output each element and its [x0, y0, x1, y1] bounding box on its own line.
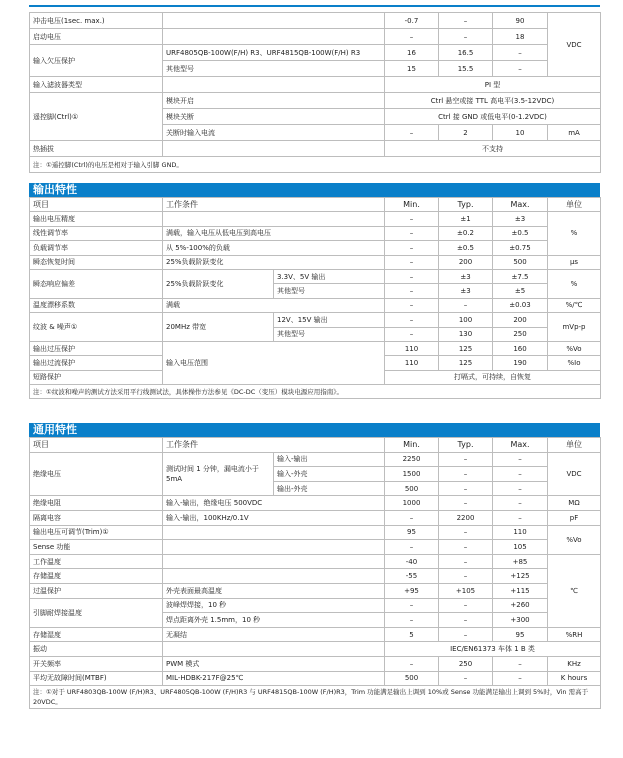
table-cell: ±3 — [439, 284, 493, 298]
table-cell — [163, 13, 385, 29]
table-cell — [163, 141, 385, 157]
table-cell: mVp-p — [548, 313, 601, 342]
table-row — [30, 13, 601, 29]
table-cell: – — [493, 496, 548, 511]
table-cell: 1000 — [385, 496, 439, 511]
table-cell: Min. — [385, 198, 439, 212]
table-cell: 输出电压精度 — [30, 212, 163, 226]
table-cell: 90 — [493, 13, 548, 29]
table-cell: 160 — [493, 341, 548, 355]
table-cell: VDC — [548, 452, 601, 496]
table-cell: 12V、15V 输出 — [274, 313, 385, 327]
table-cell: 单位 — [548, 438, 601, 453]
table-cell: 16 — [385, 45, 439, 61]
table-note-row — [30, 385, 601, 399]
table-cell: ±0.75 — [493, 241, 548, 255]
table-cell: 1500 — [385, 467, 439, 482]
table-cell: 瞬态恢复时间 — [30, 255, 163, 269]
table-cell: 隔离电容 — [30, 510, 163, 525]
table-cell: 输入-外壳 — [274, 467, 385, 482]
table-cell: – — [439, 613, 493, 628]
table-cell: 遥控脚(Ctrl)① — [30, 93, 163, 141]
table-cell: – — [385, 656, 439, 671]
table-cell: – — [493, 467, 548, 482]
table-cell: 95 — [493, 627, 548, 642]
table-row — [30, 671, 601, 686]
table-cell: 平均无故障时间(MTBF) — [30, 671, 163, 686]
table-cell: 绝缘电阻 — [30, 496, 163, 511]
table-cell: %Vo — [548, 341, 601, 355]
table-cell — [163, 212, 385, 226]
table-cell: +85 — [493, 554, 548, 569]
table-cell: 2 — [439, 125, 493, 141]
table-cell: 单位 — [548, 198, 601, 212]
table-cell — [163, 29, 385, 45]
table-cell: -40 — [385, 554, 439, 569]
table-cell: 外壳表面最高温度 — [163, 583, 385, 598]
table-cell: 15.5 — [439, 61, 493, 77]
table-cell: – — [493, 452, 548, 467]
table-cell: % — [548, 269, 601, 298]
table-cell: – — [493, 481, 548, 496]
table-cell: 输入滤波器类型 — [30, 77, 163, 93]
table-cell: 过温保护 — [30, 583, 163, 598]
table-cell: – — [385, 212, 439, 226]
table-cell: – — [439, 13, 493, 29]
table-cell: – — [493, 671, 548, 686]
table-row — [30, 510, 601, 525]
table-cell: 200 — [439, 255, 493, 269]
table-cell: 存储温度 — [30, 569, 163, 584]
table-cell: % — [548, 212, 601, 255]
table-cell: ±3 — [439, 269, 493, 283]
table-cell: -0.7 — [385, 13, 439, 29]
table-row — [30, 583, 601, 598]
table-cell: Ctrl 悬空或接 TTL 高电平(3.5-12VDC) — [385, 93, 601, 109]
table-cell — [163, 525, 385, 540]
table-cell: – — [493, 45, 548, 61]
table-cell: ±1 — [439, 212, 493, 226]
table-cell: 工作条件 — [163, 438, 385, 453]
table-cell: – — [439, 525, 493, 540]
table-cell: ℃ — [548, 554, 601, 627]
table-cell: 工作条件 — [163, 198, 385, 212]
table-cell: 测试时间 1 分钟，漏电流小于 5mA — [163, 452, 274, 496]
table-row — [30, 141, 601, 157]
table-cell: 3.3V、5V 输出 — [274, 269, 385, 283]
table-cell: 190 — [493, 356, 548, 370]
table-cell: – — [385, 241, 439, 255]
table-cell: 热插拔 — [30, 141, 163, 157]
table-cell: 负载调节率 — [30, 241, 163, 255]
input-characteristics-block — [29, 12, 600, 173]
table-row — [30, 255, 601, 269]
table-cell: ±0.03 — [493, 298, 548, 312]
table-cell: ±0.2 — [439, 226, 493, 240]
table-row — [30, 525, 601, 540]
table-cell: 启动电压 — [30, 29, 163, 45]
table-row — [30, 226, 601, 240]
table-header-row — [30, 198, 601, 212]
table-cell: VDC — [548, 13, 601, 77]
table-row — [30, 496, 601, 511]
table-cell: 500 — [385, 671, 439, 686]
output-characteristics-block — [29, 183, 600, 399]
table-cell: Ctrl 接 GND 或低电平(0-1.2VDC) — [385, 109, 601, 125]
table-cell: 2200 — [439, 510, 493, 525]
table-cell: 线性调节率 — [30, 226, 163, 240]
table-cell: URF4805QB-100W(F/H) R3、URF4815QB-100W(F/H) R3 — [163, 45, 385, 61]
table-row — [30, 29, 601, 45]
table-cell: ±5 — [493, 284, 548, 298]
table-cell: 满载，输入电压从低电压到高电压 — [163, 226, 385, 240]
table-cell: 16.5 — [439, 45, 493, 61]
table-row — [30, 212, 601, 226]
table-cell: – — [385, 598, 439, 613]
table-cell: 110 — [385, 341, 439, 355]
table-cell — [163, 569, 385, 584]
table-cell: mA — [548, 125, 601, 141]
table-cell: 500 — [493, 255, 548, 269]
table-cell: 开关频率 — [30, 656, 163, 671]
table-cell: 25%负载阶跃变化 — [163, 269, 274, 298]
table-cell: 从 5%-100%的负载 — [163, 241, 385, 255]
table-cell: +260 — [493, 598, 548, 613]
general-characteristics-block — [29, 423, 600, 709]
table-cell: – — [439, 627, 493, 642]
table-row — [30, 627, 601, 642]
table-cell: Typ. — [439, 438, 493, 453]
table-cell: – — [439, 671, 493, 686]
table-cell: – — [385, 284, 439, 298]
table-cell: Max. — [493, 198, 548, 212]
table-cell: PWM 模式 — [163, 656, 385, 671]
table-cell: – — [385, 269, 439, 283]
table-cell: pF — [548, 510, 601, 525]
table-cell: 满载 — [163, 298, 385, 312]
table-cell: 短路保护 — [30, 370, 163, 384]
section-title: 输出特性 — [29, 183, 600, 197]
table-cell: 250 — [439, 656, 493, 671]
table-cell: K hours — [548, 671, 601, 686]
table-cell: – — [439, 569, 493, 584]
table-cell: 输出-外壳 — [274, 481, 385, 496]
table-cell: – — [385, 613, 439, 628]
table-cell: %/℃ — [548, 298, 601, 312]
table-cell: 输入欠压保护 — [30, 45, 163, 77]
table-cell: 不支持 — [385, 141, 601, 157]
table-cell: 焊点距离外壳 1.5mm，10 秒 — [163, 613, 385, 628]
table-cell: ±0.5 — [493, 226, 548, 240]
table-cell: ±3 — [493, 212, 548, 226]
table-cell: 110 — [493, 525, 548, 540]
table-cell: Typ. — [439, 198, 493, 212]
table-row — [30, 269, 601, 283]
table-row — [30, 93, 601, 109]
table-cell: 2250 — [385, 452, 439, 467]
table-cell: 10 — [493, 125, 548, 141]
table-cell: – — [439, 452, 493, 467]
table-cell: 500 — [385, 481, 439, 496]
table-cell: 冲击电压(1sec. max.) — [30, 13, 163, 29]
table-cell — [163, 642, 385, 657]
table-cell: Max. — [493, 438, 548, 453]
table-cell: 关断时输入电流 — [163, 125, 385, 141]
table-cell: 5 — [385, 627, 439, 642]
table-cell: -55 — [385, 569, 439, 584]
table-cell: IEC/EN61373 车体 1 B 类 — [385, 642, 601, 657]
table-row — [30, 45, 601, 61]
table-row — [30, 569, 601, 584]
table-cell: +125 — [493, 569, 548, 584]
table-cell: 105 — [493, 540, 548, 555]
table-cell: 波峰焊焊接，10 秒 — [163, 598, 385, 613]
table-cell: – — [385, 313, 439, 327]
table-cell — [163, 554, 385, 569]
table-cell: 130 — [439, 327, 493, 341]
table-cell: – — [385, 327, 439, 341]
table-cell: – — [493, 61, 548, 77]
table-cell: %RH — [548, 627, 601, 642]
table-cell: 其他型号 — [274, 284, 385, 298]
table-note: 注：①对于 URF4803QB-100W (F/H)R3、URF4805QB-100W (F/H)R3 与 URF4815QB-100W (F/H)R3，Trim 功能满足输出上调到 10%或 Sense 功能满足输出上调到 5%时，Vin 需高于 20VDC。 — [30, 686, 601, 709]
table-cell: 200 — [493, 313, 548, 327]
table-cell: – — [385, 226, 439, 240]
table-cell: Min. — [385, 438, 439, 453]
table-row — [30, 598, 601, 613]
table-note: 注：①纹波和噪声的测试方法采用平行线测试法，具体操作方法参见《DC-DC（变压）模块电源应用指南》。 — [30, 385, 601, 399]
table-cell: 15 — [385, 61, 439, 77]
table-cell: 项目 — [30, 198, 163, 212]
table-cell: 输入-输出，绝缘电压 500VDC — [163, 496, 385, 511]
table-row — [30, 452, 601, 467]
table-cell: 输出过压保护 — [30, 341, 163, 355]
table-row — [30, 77, 601, 93]
table-cell: 125 — [439, 356, 493, 370]
table-cell: 输出电压可调节(Trim)① — [30, 525, 163, 540]
table-cell: ±7.5 — [493, 269, 548, 283]
table-cell: 250 — [493, 327, 548, 341]
table-cell: – — [439, 298, 493, 312]
table-cell: – — [385, 255, 439, 269]
table-cell: 100 — [439, 313, 493, 327]
table-cell: – — [493, 510, 548, 525]
table-cell: Sense 功能 — [30, 540, 163, 555]
table-cell: %Vo — [548, 525, 601, 554]
table-cell: 20MHz 带宽 — [163, 313, 274, 342]
table-cell: 输入电压范围 — [163, 341, 385, 384]
table-cell: 项目 — [30, 438, 163, 453]
table-cell: – — [385, 29, 439, 45]
table-cell: – — [385, 540, 439, 555]
table-cell: 输出过流保护 — [30, 356, 163, 370]
table-cell: 无凝结 — [163, 627, 385, 642]
table-row — [30, 313, 601, 327]
table-note-row — [30, 686, 601, 709]
table-cell: 振动 — [30, 642, 163, 657]
table-row — [30, 554, 601, 569]
table-cell: 110 — [385, 356, 439, 370]
table-cell: – — [385, 125, 439, 141]
table-cell: – — [385, 510, 439, 525]
table-cell: 存储湿度 — [30, 627, 163, 642]
table-cell: 瞬态响应偏差 — [30, 269, 163, 298]
table-row — [30, 540, 601, 555]
table-row — [30, 241, 601, 255]
table-row — [30, 656, 601, 671]
table-cell: 其他型号 — [163, 61, 385, 77]
table-cell: ±0.5 — [439, 241, 493, 255]
table-cell: +300 — [493, 613, 548, 628]
table-cell: 25%负载阶跃变化 — [163, 255, 385, 269]
header-rule — [29, 5, 600, 7]
section-title: 通用特性 — [29, 423, 600, 437]
table-cell: MIL-HDBK-217F@25℃ — [163, 671, 385, 686]
table-cell: +95 — [385, 583, 439, 598]
output-characteristics-table — [29, 197, 601, 399]
table-cell: 输入-输出 — [274, 452, 385, 467]
table-cell: 模块关断 — [163, 109, 385, 125]
table-cell: 打嗝式，可持续，自恢复 — [385, 370, 601, 384]
table-cell: KHz — [548, 656, 601, 671]
table-cell: – — [439, 598, 493, 613]
table-cell: 125 — [439, 341, 493, 355]
table-cell — [163, 540, 385, 555]
input-characteristics-table — [29, 12, 601, 173]
table-cell: 引脚耐焊接温度 — [30, 598, 163, 627]
table-row — [30, 298, 601, 312]
table-cell: – — [439, 554, 493, 569]
table-cell: 绝缘电压 — [30, 452, 163, 496]
table-note: 注：①遥控脚(Ctrl)的电压是相对于输入引脚 GND。 — [30, 157, 601, 173]
table-header-row — [30, 438, 601, 453]
table-row — [30, 642, 601, 657]
table-cell: MΩ — [548, 496, 601, 511]
table-cell: 温度漂移系数 — [30, 298, 163, 312]
table-cell — [163, 77, 385, 93]
table-cell: – — [439, 481, 493, 496]
table-cell: – — [439, 467, 493, 482]
table-cell: %Io — [548, 356, 601, 370]
table-cell: 其他型号 — [274, 327, 385, 341]
table-note-row — [30, 157, 601, 173]
table-cell: +115 — [493, 583, 548, 598]
table-cell: 输入-输出，100KHz/0.1V — [163, 510, 385, 525]
table-cell: μs — [548, 255, 601, 269]
table-cell: – — [439, 29, 493, 45]
table-cell: PI 型 — [385, 77, 601, 93]
general-characteristics-table — [29, 437, 601, 709]
table-cell: 纹波 & 噪声① — [30, 313, 163, 342]
table-cell: 工作温度 — [30, 554, 163, 569]
table-cell: +105 — [439, 583, 493, 598]
table-cell: 18 — [493, 29, 548, 45]
table-cell: – — [439, 496, 493, 511]
table-cell: – — [439, 540, 493, 555]
table-row — [30, 341, 601, 355]
table-cell: 模块开启 — [163, 93, 385, 109]
table-cell: – — [385, 298, 439, 312]
table-cell: 95 — [385, 525, 439, 540]
table-cell: – — [493, 656, 548, 671]
